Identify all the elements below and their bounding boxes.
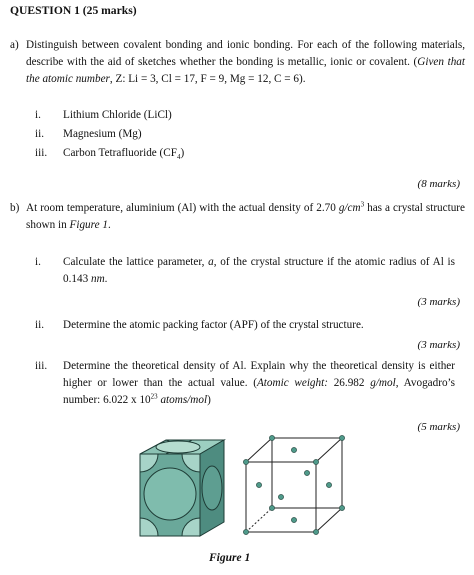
top-face-sphere xyxy=(156,441,200,453)
question-title: QUESTION 1 (25 marks) xyxy=(10,4,137,17)
avogadro-text: , Avogadro’s number: 6.022 x 10 xyxy=(63,376,456,406)
avogadro-unit: atoms/mol xyxy=(157,393,208,406)
part-a-text xyxy=(26,37,465,87)
side-face-sphere xyxy=(202,466,222,510)
lattice-point xyxy=(243,459,248,464)
item-text: Magnesium (Mg) xyxy=(63,128,142,140)
fcc-lattice-cube xyxy=(240,434,348,536)
part-b-item-3 xyxy=(35,358,455,408)
part-a-label: a) xyxy=(10,39,19,51)
density-unit: g/cm xyxy=(338,202,361,214)
item-text-end: ) xyxy=(207,393,211,406)
part-a xyxy=(10,37,465,87)
lattice-point xyxy=(269,435,274,440)
part-b-item-2 xyxy=(35,317,455,334)
item-text: Lithium Chloride (LiCl) xyxy=(63,109,172,121)
lattice-point xyxy=(269,505,274,510)
part-b-text-3: . xyxy=(107,218,111,231)
item-text xyxy=(63,145,455,162)
part-b-text-1: At room temperature, aluminium (Al) with the actual density of 2.70 xyxy=(26,202,339,214)
avogadro-exponent: 23 xyxy=(150,391,158,400)
radius-unit: nm xyxy=(90,272,105,285)
cube-edge xyxy=(246,438,272,462)
item-text-3: . xyxy=(104,272,108,285)
part-b-item-1 xyxy=(35,254,455,288)
item-number: iii. xyxy=(35,147,48,159)
lattice-point xyxy=(291,447,296,452)
cf4-text-end: ) xyxy=(180,147,185,159)
cube-hidden-edge xyxy=(246,508,272,532)
part-b-item-3-marks: (5 marks) xyxy=(417,421,460,433)
item-number: ii. xyxy=(35,319,45,331)
item-number: ii. xyxy=(35,128,45,140)
lattice-point xyxy=(291,517,296,522)
figure-caption: Figure 1 xyxy=(209,552,251,564)
part-a-item-1 xyxy=(35,107,455,124)
part-b-text xyxy=(26,200,465,234)
face-center-sphere xyxy=(144,468,196,520)
part-a-text-rest: , Z: Li = 3, Cl = 17, F = 9, Mg = 12, C = 6). xyxy=(109,72,306,85)
cube-edge xyxy=(316,438,342,462)
item-number: i. xyxy=(35,109,41,121)
part-b xyxy=(10,200,465,234)
item-text-1: Calculate the lattice parameter, xyxy=(63,256,209,268)
item-text-2: , of the crystal structure if the atomic radius of Al is 0.143 xyxy=(63,256,455,285)
part-a-item-2 xyxy=(35,126,455,143)
density-exponent: 3 xyxy=(360,200,365,209)
lattice-point xyxy=(243,529,248,534)
lattice-point xyxy=(326,482,331,487)
lattice-variable: a xyxy=(208,256,214,268)
item-number: iii. xyxy=(35,360,48,372)
lattice-point xyxy=(256,482,261,487)
atomic-weight-value: 26.982 xyxy=(327,376,371,389)
cube-edge xyxy=(316,508,342,532)
figure-reference: Figure 1 xyxy=(69,218,108,231)
item-text xyxy=(63,358,455,408)
lattice-point xyxy=(304,470,309,475)
lattice-point xyxy=(278,494,283,499)
lattice-point xyxy=(313,459,318,464)
item-text xyxy=(63,254,455,288)
part-b-item-2-marks: (3 marks) xyxy=(417,339,460,351)
lattice-point xyxy=(339,435,344,440)
cf4-subscript: 4 xyxy=(176,153,181,162)
item-number: i. xyxy=(35,256,41,268)
item-text-1: Determine the theoretical density of Al. Explain why the theoretical density is either higher or lower than the actual value. ( xyxy=(63,360,455,389)
part-a-text-main: Distinguish between covalent bonding and ionic bonding. For each of the following materials, describe with the aid of sketches whether the bonding is metallic, ionic or covalent. ( xyxy=(26,39,465,68)
part-a-marks: (8 marks) xyxy=(417,178,460,190)
part-b-item-1-marks: (3 marks) xyxy=(417,296,460,308)
part-a-item-3 xyxy=(35,145,455,162)
part-a-given: Given that the atomic number xyxy=(26,55,465,85)
atomic-weight-label: Atomic weight: xyxy=(256,376,328,389)
lattice-point xyxy=(339,505,344,510)
atomic-weight-unit: g/mol xyxy=(370,376,396,389)
fcc-sphere-model xyxy=(128,436,238,542)
part-b-label: b) xyxy=(10,202,20,214)
item-text: Determine the atomic packing factor (APF) of the crystal structure. xyxy=(63,319,364,331)
part-b-text-2: has a crystal structure shown in xyxy=(26,202,465,231)
lattice-point xyxy=(313,529,318,534)
cf4-text: Carbon Tetrafluoride (CF xyxy=(63,147,177,159)
